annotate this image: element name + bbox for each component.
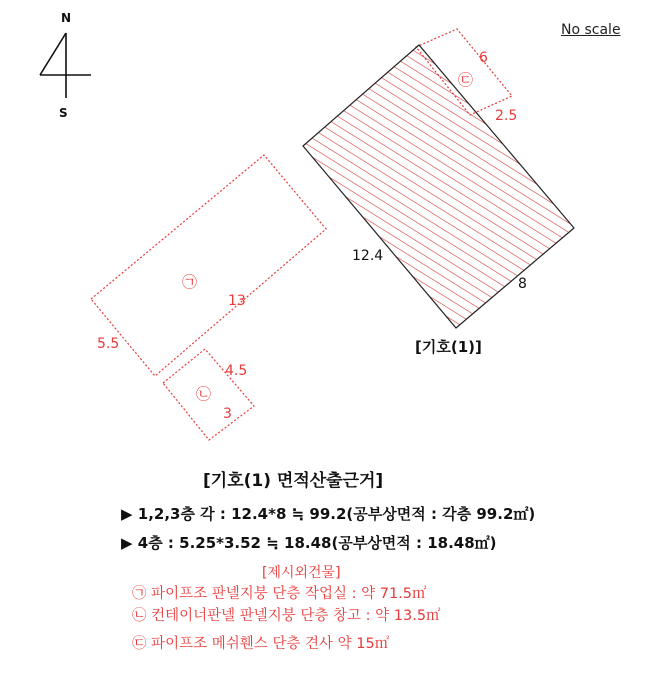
annex-a-symbol: ㉠ <box>182 273 198 291</box>
building-label: [기호(1)] <box>415 338 482 356</box>
annex-a-outline <box>91 155 326 376</box>
main-building <box>303 45 574 328</box>
excluded-title: [제시외건물] <box>262 565 341 581</box>
scale-note: No scale <box>561 22 621 38</box>
annex-b-dim-a: 4.5 <box>225 363 248 379</box>
calc-title: [기호(1) 면적산출근거] <box>203 471 384 491</box>
compass-south-label: S <box>59 106 68 120</box>
calc-line-2: ▶ 4층 : 5.25*3.52 ≒ 18.48(공부상면적 : 18.48㎡) <box>121 534 497 552</box>
north-arrow-icon <box>40 33 91 98</box>
excluded-item-b: ㉡ 컨테이너판넬 판넬지붕 단층 창고 : 약 13.5㎡ <box>132 608 441 624</box>
annex-b-dim-b: 3 <box>223 406 232 422</box>
annex-c-dim-b: 2.5 <box>495 108 518 124</box>
calc-line-1: ▶ 1,2,3층 각 : 12.4*8 ≒ 99.2(공부상면적 : 각층 99.2㎡) <box>121 505 536 523</box>
annex-a-dim-length: 13 <box>228 293 246 309</box>
excluded-item-c: ㉢ 파이프조 메쉬휀스 단층 견사 약 15㎡ <box>132 636 390 652</box>
annex-a-dim-width: 5.5 <box>97 336 120 352</box>
annex-c-symbol: ㉢ <box>458 71 474 89</box>
annex-c-dim-a: 6 <box>479 50 488 66</box>
compass-north-label: N <box>61 11 72 25</box>
building-dim-short: 8 <box>518 276 527 292</box>
excluded-item-a: ㉠ 파이프조 판넬지붕 단층 작업실 : 약 71.5㎡ <box>132 586 427 602</box>
building-dim-long: 12.4 <box>352 248 384 264</box>
annex-b-symbol: ㉡ <box>196 385 212 403</box>
